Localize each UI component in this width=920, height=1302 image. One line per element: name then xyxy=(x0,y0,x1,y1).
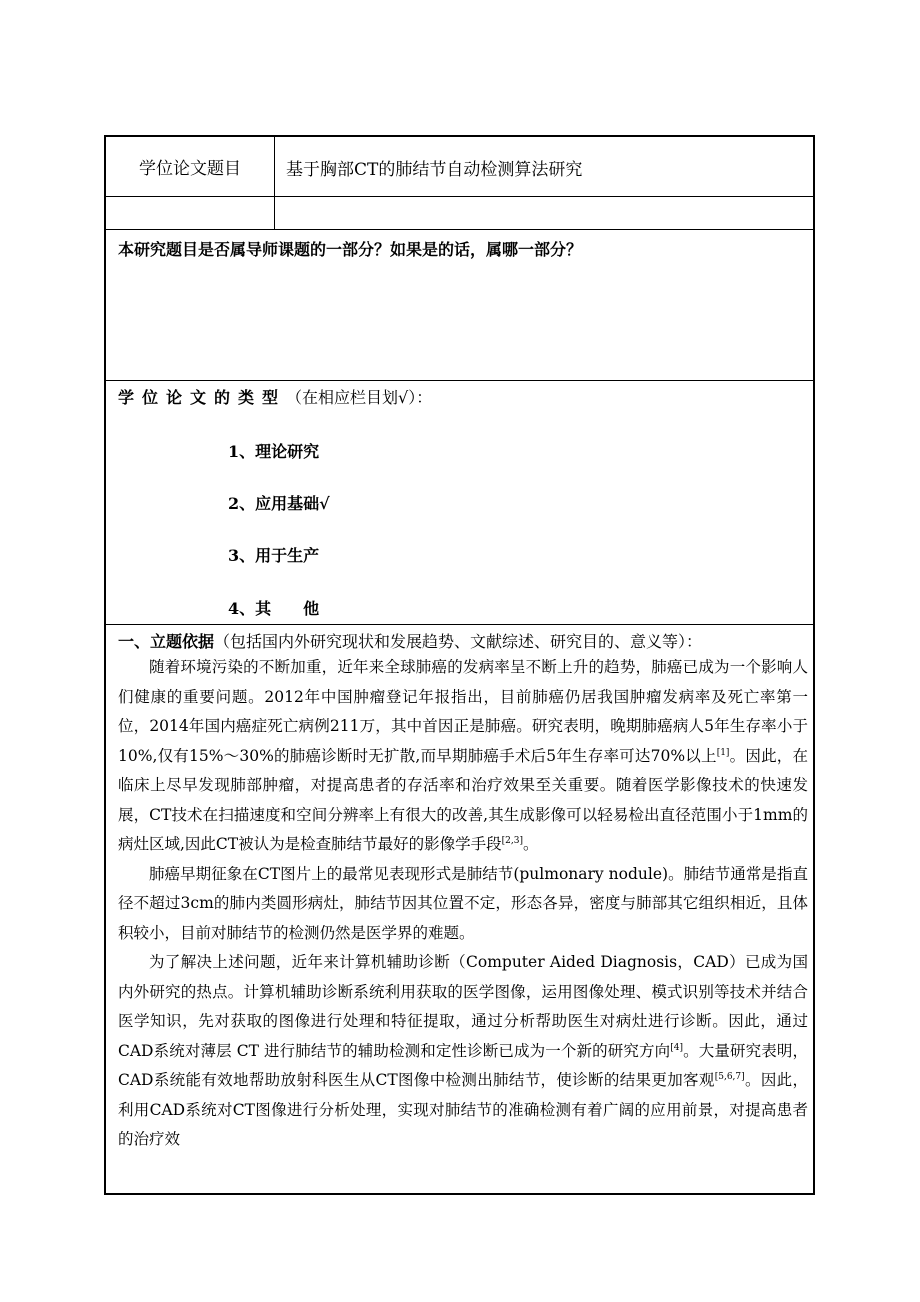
thesis-type-row xyxy=(106,381,813,625)
paragraph-3 xyxy=(118,948,808,1155)
paragraph-1 xyxy=(118,653,808,860)
section-hint: （包括国内外研究现状和发展趋势、文献综述、研究目的、意义等）： xyxy=(214,632,703,651)
thesis-type-hint: （在相应栏目划√）： xyxy=(286,388,433,407)
type-option-theory: 1、理论研究 xyxy=(228,442,320,461)
type-option-other: 4、其 他 xyxy=(228,599,320,618)
paragraph-1-text-a: 随着环境污染的不断加重，近年来全球肺癌的发病率呈不断上升的趋势，肺癌已成为一个影响人们健康的重要问题。2012年中国肿瘤登记年报指出，目前肺癌仍居我国肿瘤发病率及死亡率第一位，2014年国内癌症死亡病例211万，其中首因正是肺癌。研究表明，晚期肺癌病人5年生存率小于10%,仅有15%～30%的肺癌诊断时无扩散,而早期肺癌手术后5年生存率可达70%以上 xyxy=(118,658,808,765)
paragraph-1-text-b: 。因此，在临床上尽早发现肺部肿瘤，对提高患者的存活率和治疗效果至关重要。随着医学影像技术的快速发展，CT技术在扫描速度和空间分辨率上有很大的改善,其生成影像可以轻易检出直径范围小于1mm的病灶区域,因此CT被认为是检查肺结节最好的影像学手段 xyxy=(118,746,808,853)
type-option-production: 3、用于生产 xyxy=(228,546,320,565)
thesis-type-label: 学位论文的类型 xyxy=(118,388,287,407)
thesis-form-table xyxy=(104,135,815,1195)
type-option-applied: 2、应用基础√ xyxy=(228,494,330,513)
section-heading xyxy=(118,629,702,652)
citation-1: [1] xyxy=(716,747,730,758)
paragraph-3-text-b: 。大量研究表明，CAD系统能有效地帮助放射科医生从CT图像中检测出肺结节，使诊断的结果更加客观 xyxy=(118,1041,808,1089)
paragraph-3-text-a: 为了解决上述问题，近年来计算机辅助诊断（Computer Aided Diagnosis，CAD）已成为国内外研究的热点。计算机辅助诊断系统利用获取的医学图像，运用图像处理、模式识别等技术并结合医学知识，先对获取的图像进行处理和特征提取，通过分析帮助医生对病灶进行诊断。因此，通过CAD系统对薄层 CT 进行肺结节的辅助检测和定性诊断已成为一个新的研究方向 xyxy=(118,953,808,1060)
citation-4: [4] xyxy=(670,1042,683,1053)
supervisor-project-question: 本研究题目是否属导师课题的一部分？如果是的话，属哪一部分？ xyxy=(118,240,583,259)
empty-row xyxy=(106,197,813,230)
citation-5-6-7: [5,6,7] xyxy=(714,1071,745,1082)
section-body xyxy=(118,653,808,1155)
section-title: 一、立题依据 xyxy=(118,632,215,651)
paragraph-1-text-c: 。 xyxy=(522,835,539,853)
paragraph-2: 肺癌早期征象在CT图片上的最常见表现形式是肺结节(pulmonary nodule)。肺结节通常是指直径不超过3cm的肺内类圆形病灶，肺结节因其位置不定，形态各异，密度与肺部其它组织相近，且体积较小，目前对肺结节的检测仍然是医学界的难题。 xyxy=(118,864,808,942)
column-divider xyxy=(274,137,275,230)
thesis-type-heading xyxy=(118,385,432,408)
thesis-title-value: 基于胸部CT的肺结节自动检测算法研究 xyxy=(286,160,583,180)
title-row xyxy=(106,137,813,197)
thesis-title-label: 学位论文题目 xyxy=(139,159,241,179)
paragraph-3-text-c: 。因此，利用CAD系统对CT图像进行分析处理，实现对肺结节的准确检测有着广阔的应用前景，对提高患者的治疗效 xyxy=(118,1071,808,1148)
citation-2-3: [2,3] xyxy=(501,835,523,846)
